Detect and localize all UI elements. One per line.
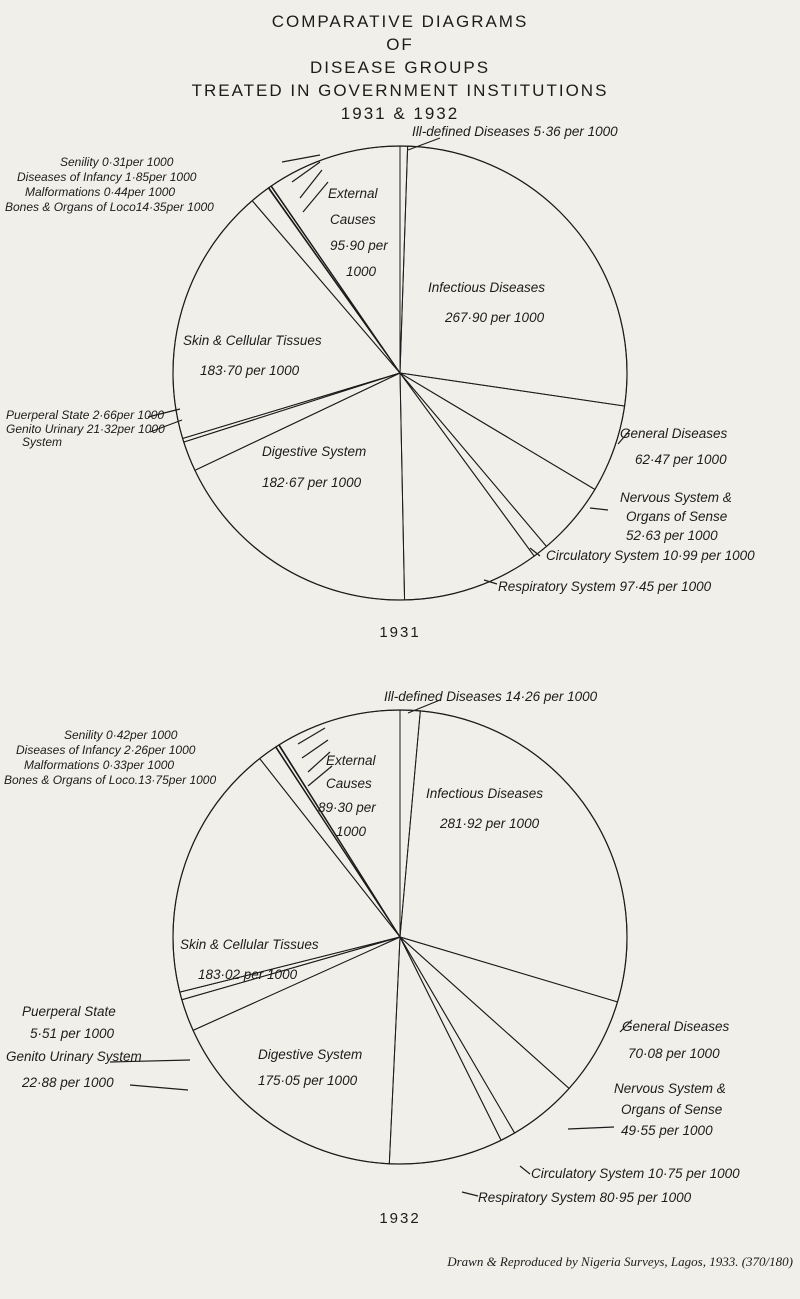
leader-respiratory-1932	[462, 1192, 478, 1196]
pie-chart-1932	[4, 689, 740, 1227]
label-infectious-1931: Infectious Diseases	[428, 280, 546, 295]
leader-genito-1932	[130, 1085, 188, 1090]
label-external-2-1931: Causes	[330, 212, 376, 227]
value-general-1931: 62·47 per 1000	[635, 452, 727, 467]
label-skin-1931: Skin & Cellular Tissues	[183, 333, 322, 348]
label-senility-1931: Senility 0·31per 1000	[60, 155, 174, 169]
value-genito-1932: 22·88 per 1000	[22, 1075, 114, 1090]
label-infectious-1932: Infectious Diseases	[426, 786, 544, 801]
title-line-5: 1931 & 1932	[340, 104, 460, 123]
leader-senility-1931	[282, 155, 320, 162]
value-digestive-1932: 175·05 per 1000	[258, 1073, 358, 1088]
leader-infancy-1932	[302, 740, 328, 758]
title-line-1: COMPARATIVE DIAGRAMS	[271, 12, 529, 31]
pie-slice-1932-4	[400, 937, 515, 1140]
pie-slice-1932-9	[173, 759, 400, 993]
label-external-1932: External	[326, 753, 376, 768]
label-circulatory-1932: Circulatory System 10·75 per 1000	[531, 1166, 740, 1181]
label-circulatory-1931: Circulatory System 10·99 per 1000	[546, 548, 755, 563]
leader-bones-1931	[303, 182, 328, 212]
pie-1931-leaders	[148, 138, 630, 584]
label-bones-1931: Bones & Organs of Loco14·35per 1000	[5, 200, 214, 214]
year-1931: 1931	[379, 624, 421, 641]
pie-slice-1931-2	[400, 373, 625, 489]
leader-infancy-1931	[292, 162, 320, 182]
pie-slice-1931-3	[400, 373, 595, 546]
label-genito-2-1931: System	[22, 435, 63, 449]
credit-line: Drawn & Reproduced by Nigeria Surveys, Lagos, 1933. (370/180)	[447, 1254, 793, 1269]
pie-slice-1931-8	[183, 373, 400, 442]
value-external-1931: 95·90 per	[330, 238, 388, 253]
pie-slice-1932-2	[400, 937, 618, 1088]
value-external-1932: 89·30 per	[318, 800, 376, 815]
label-puerperal-1931: Puerperal State 2·66per 1000	[6, 408, 165, 422]
label-bones-1932: Bones & Organs of Loco.13·75per 1000	[4, 773, 217, 787]
pie-slice-1932-5	[389, 937, 501, 1164]
value-puerperal-1932: 5·51 per 1000	[30, 1026, 115, 1041]
value-general-1932: 70·08 per 1000	[628, 1046, 720, 1061]
label-nervous-2-1931: Organs of Sense	[626, 509, 728, 524]
value-skin-1931: 183·70 per 1000	[200, 363, 300, 378]
label-nervous-1932: Nervous System &	[614, 1081, 726, 1096]
label-digestive-1932: Digestive System	[258, 1047, 363, 1062]
year-1932: 1932	[379, 1210, 421, 1227]
label-infancy-1931: Diseases of Infancy 1·85per 1000	[17, 170, 197, 184]
pie-slice-1931-9	[173, 201, 400, 439]
label-respiratory-1931: Respiratory System 97·45 per 1000	[498, 579, 712, 594]
pie-slice-1931-4	[400, 373, 546, 556]
value-digestive-1931: 182·67 per 1000	[262, 475, 362, 490]
label-respiratory-1932: Respiratory System 80·95 per 1000	[478, 1190, 692, 1205]
title-line-3: DISEASE GROUPS	[309, 58, 491, 77]
label-malformations-1931: Malformations 0·44per 1000	[25, 185, 176, 199]
label-external-2-1932: Causes	[326, 776, 372, 791]
pie-slice-1932-1	[400, 711, 627, 1002]
label-nervous-1931: Nervous System &	[620, 490, 732, 505]
value-nervous-1931: 52·63 per 1000	[626, 528, 718, 543]
label-general-1931: General Diseases	[620, 426, 728, 441]
label-external-1931: External	[328, 186, 378, 201]
value-infectious-1932: 281·92 per 1000	[440, 816, 540, 831]
label-puerperal-1932: Puerperal State	[22, 1004, 116, 1019]
label-senility-1932: Senility 0·42per 1000	[64, 728, 178, 742]
label-genito-1931: Genito Urinary 21·32per 1000	[6, 422, 165, 436]
label-illdefined-1932: Ill-defined Diseases 14·26 per 1000	[384, 689, 598, 704]
label-infancy-1932: Diseases of Infancy 2·26per 1000	[16, 743, 196, 757]
label-skin-1932: Skin & Cellular Tissues	[180, 937, 319, 952]
title-line-4: TREATED IN GOVERNMENT INSTITUTIONS	[191, 81, 609, 100]
label-genito-1932: Genito Urinary System	[6, 1049, 142, 1064]
value-skin-1932: 183·02 per 1000	[198, 967, 298, 982]
pie-chart-1931	[5, 124, 755, 641]
label-illdefined-1931: Ill-defined Diseases 5·36 per 1000	[412, 124, 618, 139]
leader-circulatory-1932	[520, 1166, 530, 1174]
label-nervous-2-1932: Organs of Sense	[621, 1102, 723, 1117]
pie-slice-1932-3	[400, 937, 569, 1133]
label-malformations-1932: Malformations 0·33per 1000	[24, 758, 175, 772]
title-line-2: OF	[386, 35, 414, 54]
value-nervous-1932: 49·55 per 1000	[621, 1123, 713, 1138]
label-digestive-1931: Digestive System	[262, 444, 367, 459]
leader-nervous-1932	[568, 1127, 614, 1129]
leader-senility-1932	[298, 728, 325, 744]
value-infectious-1931: 267·90 per 1000	[445, 310, 545, 325]
label-general-1932: General Diseases	[622, 1019, 730, 1034]
value-external-2-1932: 1000	[336, 824, 367, 839]
leader-nervous-1931	[590, 508, 608, 510]
pie-slice-1931-5	[400, 373, 534, 600]
value-external-2-1931: 1000	[346, 264, 377, 279]
pie-slice-1931-1	[400, 146, 627, 406]
